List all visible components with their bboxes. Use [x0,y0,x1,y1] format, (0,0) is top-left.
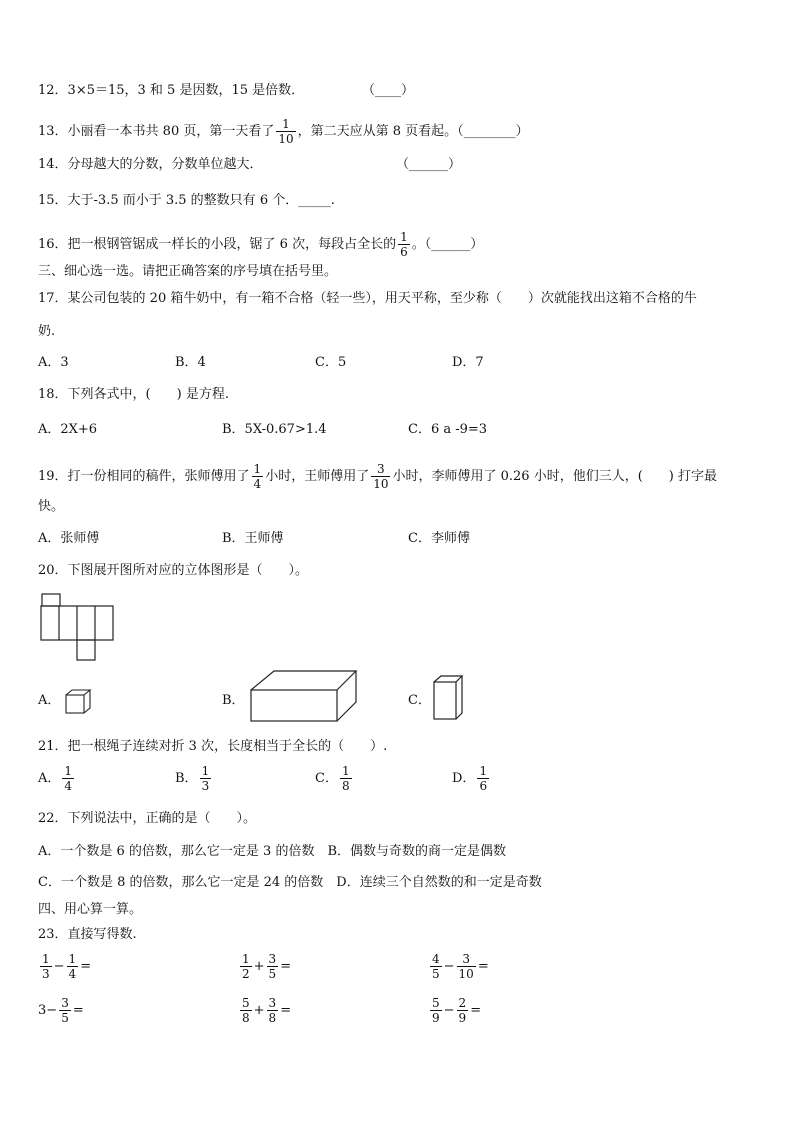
q17-line2: 奶. [38,324,56,339]
q16-pre: 16．把一根钢管锯成一样长的小段，锯了 6 次，每段占全长的 [38,237,397,252]
q17-option-c[interactable]: C．5 [315,355,347,370]
q18-option-c[interactable]: C．6 a -9=3 [408,422,488,437]
q21-option-a-fraction: $\frac{1}{4}$ [64,764,73,793]
q18-text: 18．下列各式中，( ) 是方程. [38,387,229,402]
q14-answer-blank[interactable]: （______） [396,157,462,172]
q12-text: 12．3×5＝15，3 和 5 是因数，15 是倍数． [38,83,305,98]
cube-small-figure [64,688,94,716]
q18-option-b[interactable]: B．5X-0.67>1.4 [222,422,327,437]
cube-net-figure [38,592,118,664]
q17-option-a[interactable]: A．3 [38,355,69,370]
calc-expression-4: 3− $\frac{3}{5}$ = [38,996,84,1025]
q21-option-b-fraction: $\frac{1}{3}$ [201,764,210,793]
q17-option-b[interactable]: B．4 [175,355,206,370]
q17-line1: 17．某公司包装的 20 箱牛奶中，有一箱不合格（轻一些），用天平称，至少称（ ）次就能找出这箱不合格的牛 [38,291,697,306]
q19-option-c[interactable]: C．李师傅 [408,531,470,546]
q19-post: 小时，李师傅用了 0.26 小时，他们三人，( ) 打字最 [392,469,717,484]
q13 [38,117,529,146]
cuboid-flat-figure [248,668,360,724]
cuboid-tall-figure [432,674,466,722]
calc-expression-3: $\frac{4}{5}$ − $\frac{3}{10}$ = [432,952,489,981]
q19-option-b[interactable]: B．王师傅 [222,531,284,546]
calc-expression-6: $\frac{5}{9}$ − $\frac{2}{9}$ = [432,996,482,1025]
q21-option-c-fraction: $\frac{1}{8}$ [341,764,350,793]
calc-expression-1: $\frac{1}{3}$ − $\frac{1}{4}$ = [42,952,92,981]
q19 [38,462,717,491]
section-3-heading: 三、细心选一选。请把正确答案的序号填在括号里。 [38,264,338,279]
section-4-heading: 四、用心算一算。 [38,902,143,917]
q19-pre: 19．打一份相同的稿件，张师傅用了 [38,469,250,484]
q16 [38,230,483,259]
q20-option-b[interactable]: B． [222,693,245,708]
q12-answer-blank[interactable]: （____） [362,83,415,98]
q20-option-a[interactable]: A． [38,693,61,708]
q16-post[interactable]: 。（______） [411,237,484,252]
q21-option-b[interactable]: B． $\frac{1}{3}$ [175,764,210,793]
q22-options-ab[interactable]: A．一个数是 6 的倍数，那么它一定是 3 的倍数 B．偶数与奇数的商一定是偶数 [38,844,507,859]
q19-fraction-1: $\frac{1}{4}$ [253,462,262,491]
q19-mid: 小时，王师傅用了 [265,469,370,484]
q21-option-a[interactable]: A． $\frac{1}{4}$ [38,764,73,793]
q22-text: 22．下列说法中，正确的是（ ）。 [38,811,257,826]
q15-text: 15．大于-3.5 而小于 3.5 的整数只有 6 个．_____. [38,193,335,208]
calc-expression-5: $\frac{5}{8}$ + $\frac{3}{8}$ = [242,996,292,1025]
calc-expression-2: $\frac{1}{2}$ + $\frac{3}{5}$ = [242,952,292,981]
q23-text: 23．直接写得数. [38,927,137,942]
q22-options-cd[interactable]: C．一个数是 8 的倍数，那么它一定是 24 的倍数 D．连续三个自然数的和一定是奇数 [38,875,542,890]
q13-fraction: $\frac{1}{10}$ [278,117,294,146]
q21-option-c[interactable]: C． $\frac{1}{8}$ [315,764,350,793]
q20-text: 20．下图展开图所对应的立体图形是（ ）。 [38,563,309,578]
q13-pre: 13．小丽看一本书共 80 页，第一天看了 [38,124,275,139]
q16-fraction: $\frac{1}{6}$ [400,230,408,259]
q21-text: 21．把一根绳子连续对折 3 次，长度相当于全长的（ ）. [38,739,388,754]
q13-post[interactable]: ，第二天应从第 8 页看起。（________） [297,124,529,139]
q19-option-a[interactable]: A．张师傅 [38,531,100,546]
q18-option-a[interactable]: A．2X+6 [38,422,98,437]
q19-line2: 快。 [38,499,65,514]
q19-fraction-2: $\frac{3}{10}$ [373,462,389,491]
q14-text: 14．分母越大的分数，分数单位越大． [38,157,263,172]
q17-option-d[interactable]: D．7 [452,355,484,370]
q20-option-c[interactable]: C． [408,693,431,708]
q21-option-d-fraction: $\frac{1}{6}$ [479,764,488,793]
q21-option-d[interactable]: D． $\frac{1}{6}$ [452,764,488,793]
